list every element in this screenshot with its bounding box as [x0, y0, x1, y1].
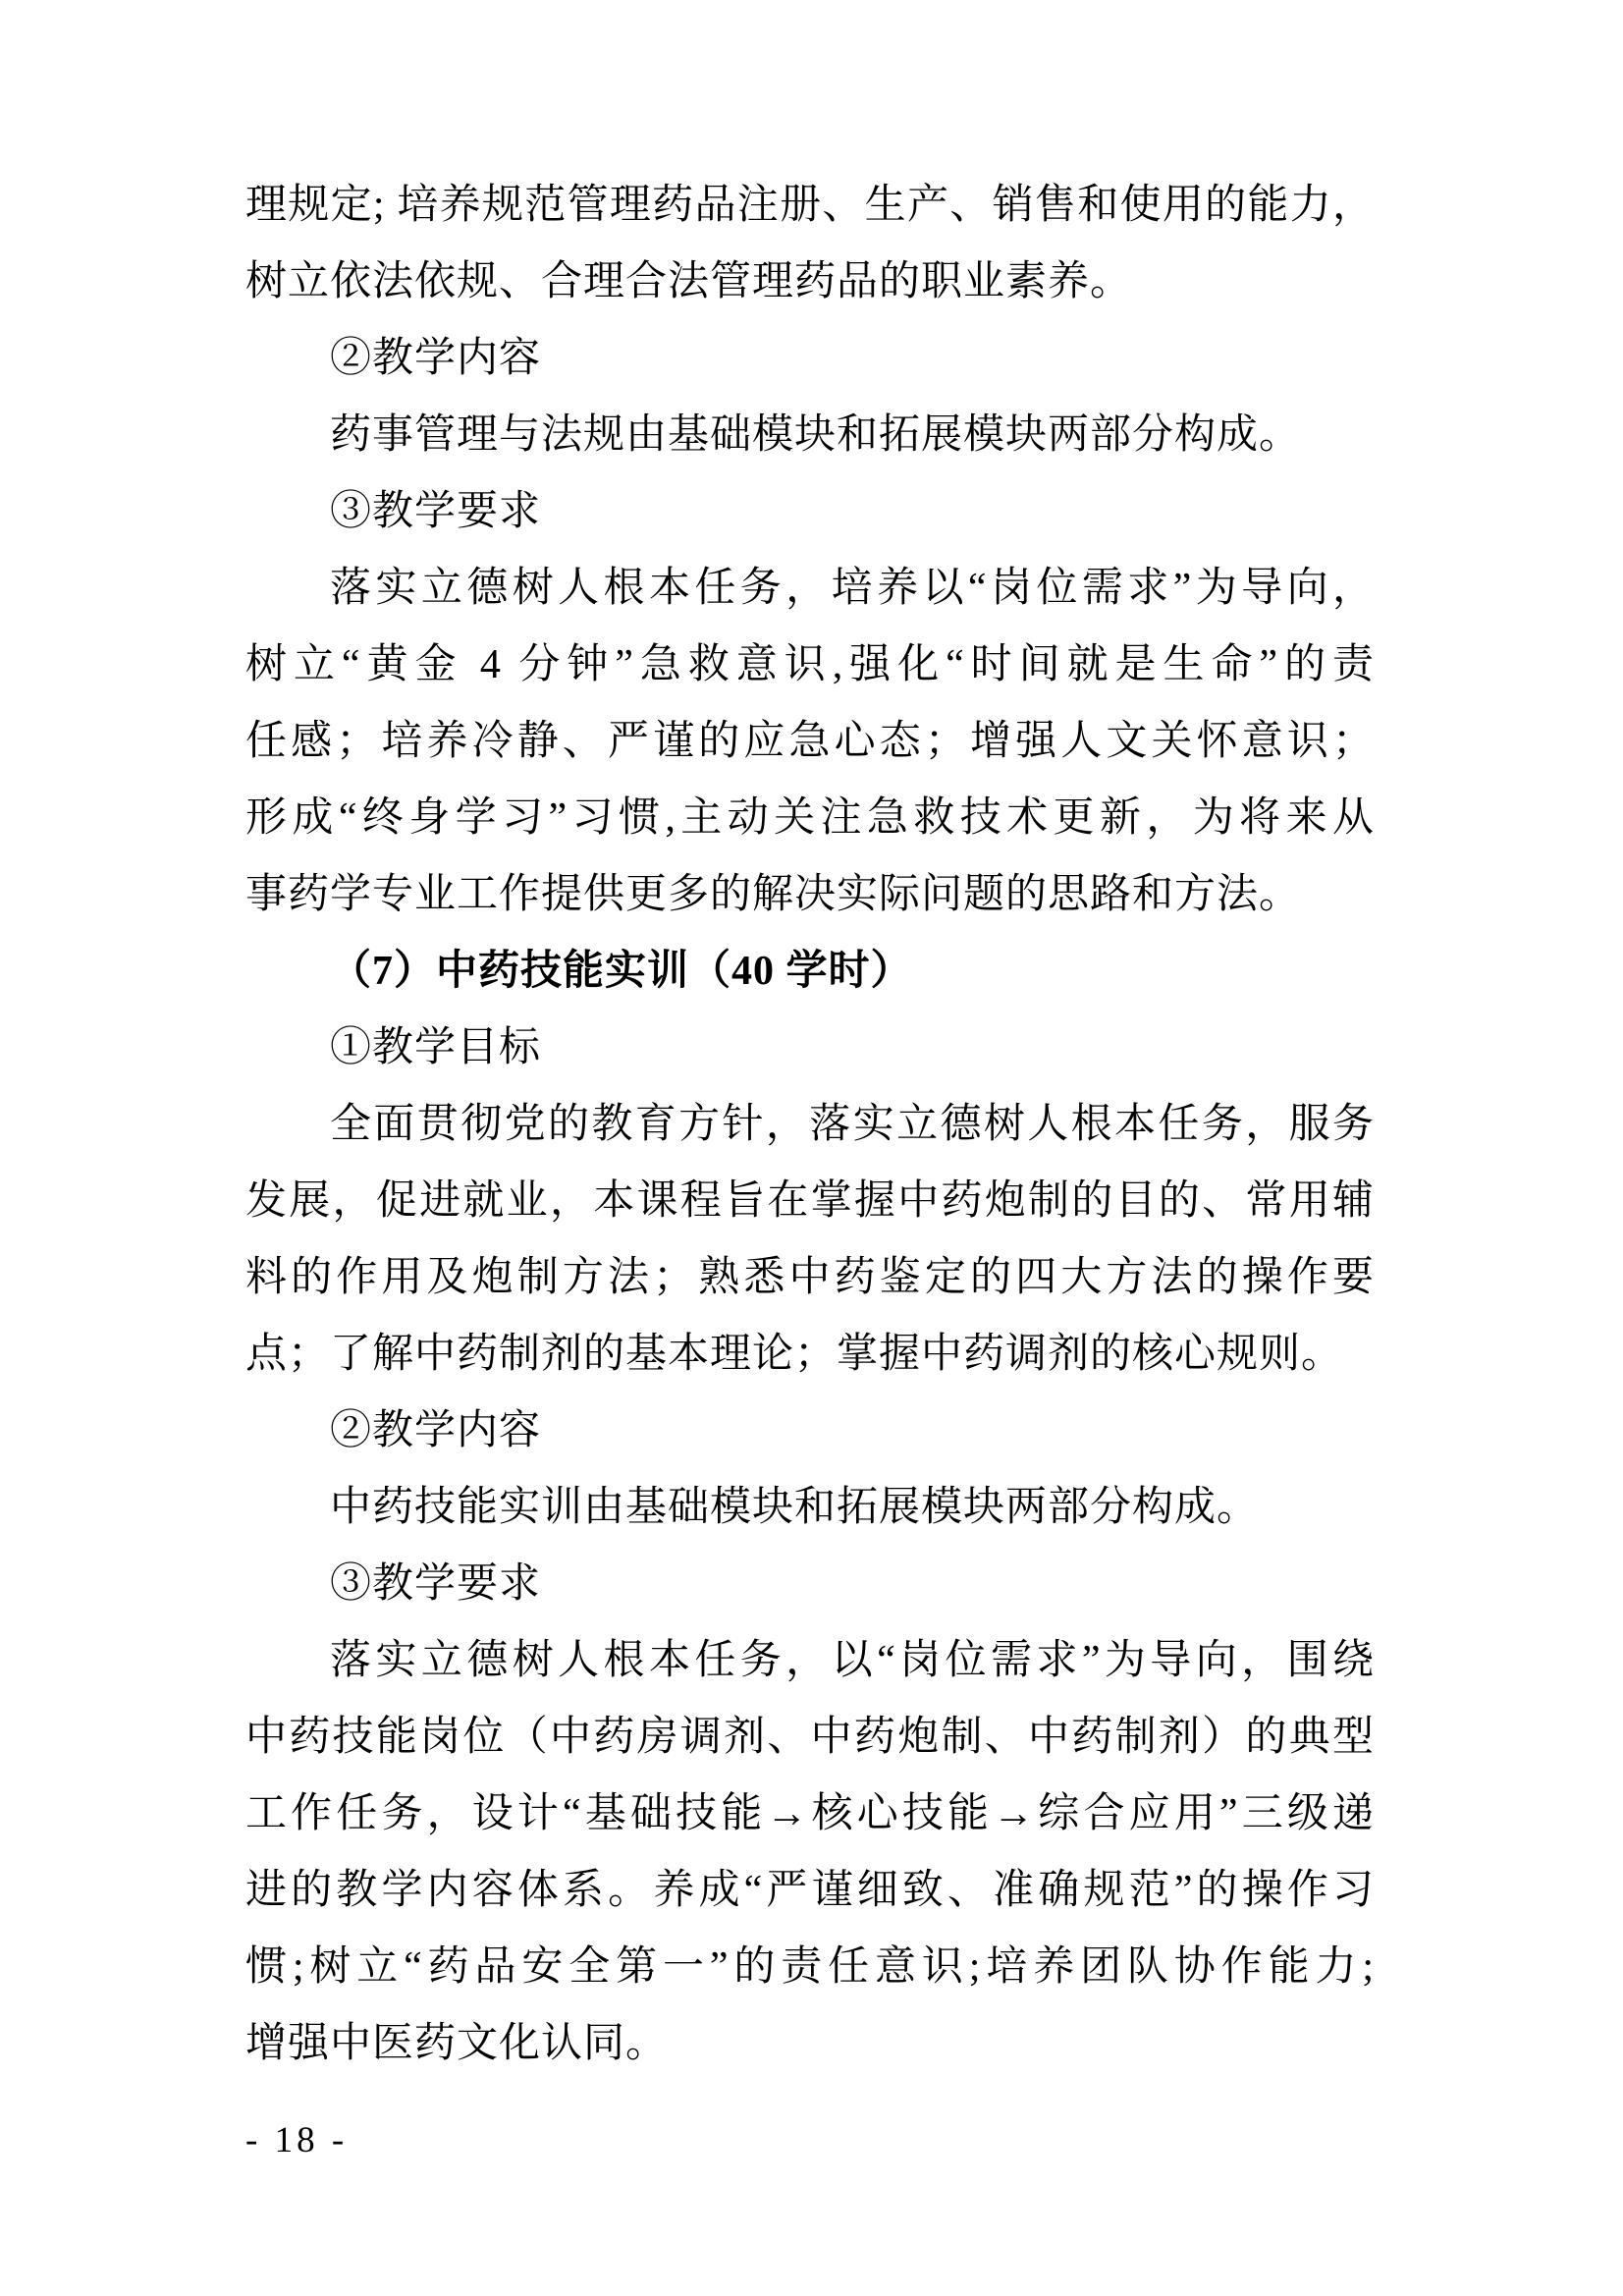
text-line: 工作任务，设计“基础技能→核心技能→综合应用”三级递 — [245, 1791, 1375, 1836]
text-line: 点；了解中药制剂的基本理论；掌握中药调剂的核心规则。 — [245, 1332, 1344, 1377]
text-line: ②教学内容 — [330, 336, 542, 381]
text-line: ③教学要求 — [330, 489, 542, 534]
text-line: 树立“黄金 4 分钟”急救意识,强化“时间就是生命”的责 — [245, 642, 1375, 687]
section-heading: （7）中药技能实训（40 学时） — [330, 949, 913, 994]
text-line: 中药技能岗位（中药房调剂、中药炮制、中药制剂）的典型 — [245, 1715, 1375, 1760]
text-line: 增强中医药文化认同。 — [245, 2021, 669, 2066]
text-line: 落实立德树人根本任务，以“岗位需求”为导向，围绕 — [330, 1638, 1375, 1683]
text-line: 落实立德树人根本任务，培养以“岗位需求”为导向， — [330, 566, 1375, 611]
text-line: ③教学要求 — [330, 1561, 542, 1607]
document-text-body — [245, 167, 1375, 2082]
text-line: 任感；培养冷静、严谨的应急心态；增强人文关怀意识； — [245, 719, 1375, 764]
text-line: ①教学目标 — [330, 1025, 542, 1070]
page-number: - 18 - — [245, 2120, 349, 2160]
text-line: 发展，促进就业，本课程旨在掌握中药炮制的目的、常用辅 — [245, 1178, 1375, 1224]
text-line: 进的教学内容体系。养成“严谨细致、准确规范”的操作习 — [245, 1868, 1375, 1913]
text-line: 事药学专业工作提供更多的解决实际问题的思路和方法。 — [245, 872, 1302, 917]
text-line: 惯;树立“药品安全第一”的责任意识;培养团队协作能力; — [245, 1944, 1375, 1990]
text-line: 药事管理与法规由基础模块和拓展模块两部分构成。 — [330, 412, 1302, 458]
text-line: 理规定; 培养规范管理药品注册、生产、销售和使用的能力， — [245, 183, 1375, 228]
text-line: 形成“终身学习”习惯,主动关注急救技术更新，为将来从 — [245, 795, 1375, 841]
text-line: ②教学内容 — [330, 1408, 542, 1453]
text-line: 全面贯彻党的教育方针，落实立德树人根本任务，服务 — [330, 1102, 1375, 1147]
text-line: 料的作用及炮制方法；熟悉中药鉴定的四大方法的操作要 — [245, 1255, 1375, 1300]
text-line: 树立依法依规、合理合法管理药品的职业素养。 — [245, 259, 1133, 304]
text-line: 中药技能实训由基础模块和拓展模块两部分构成。 — [330, 1485, 1260, 1530]
